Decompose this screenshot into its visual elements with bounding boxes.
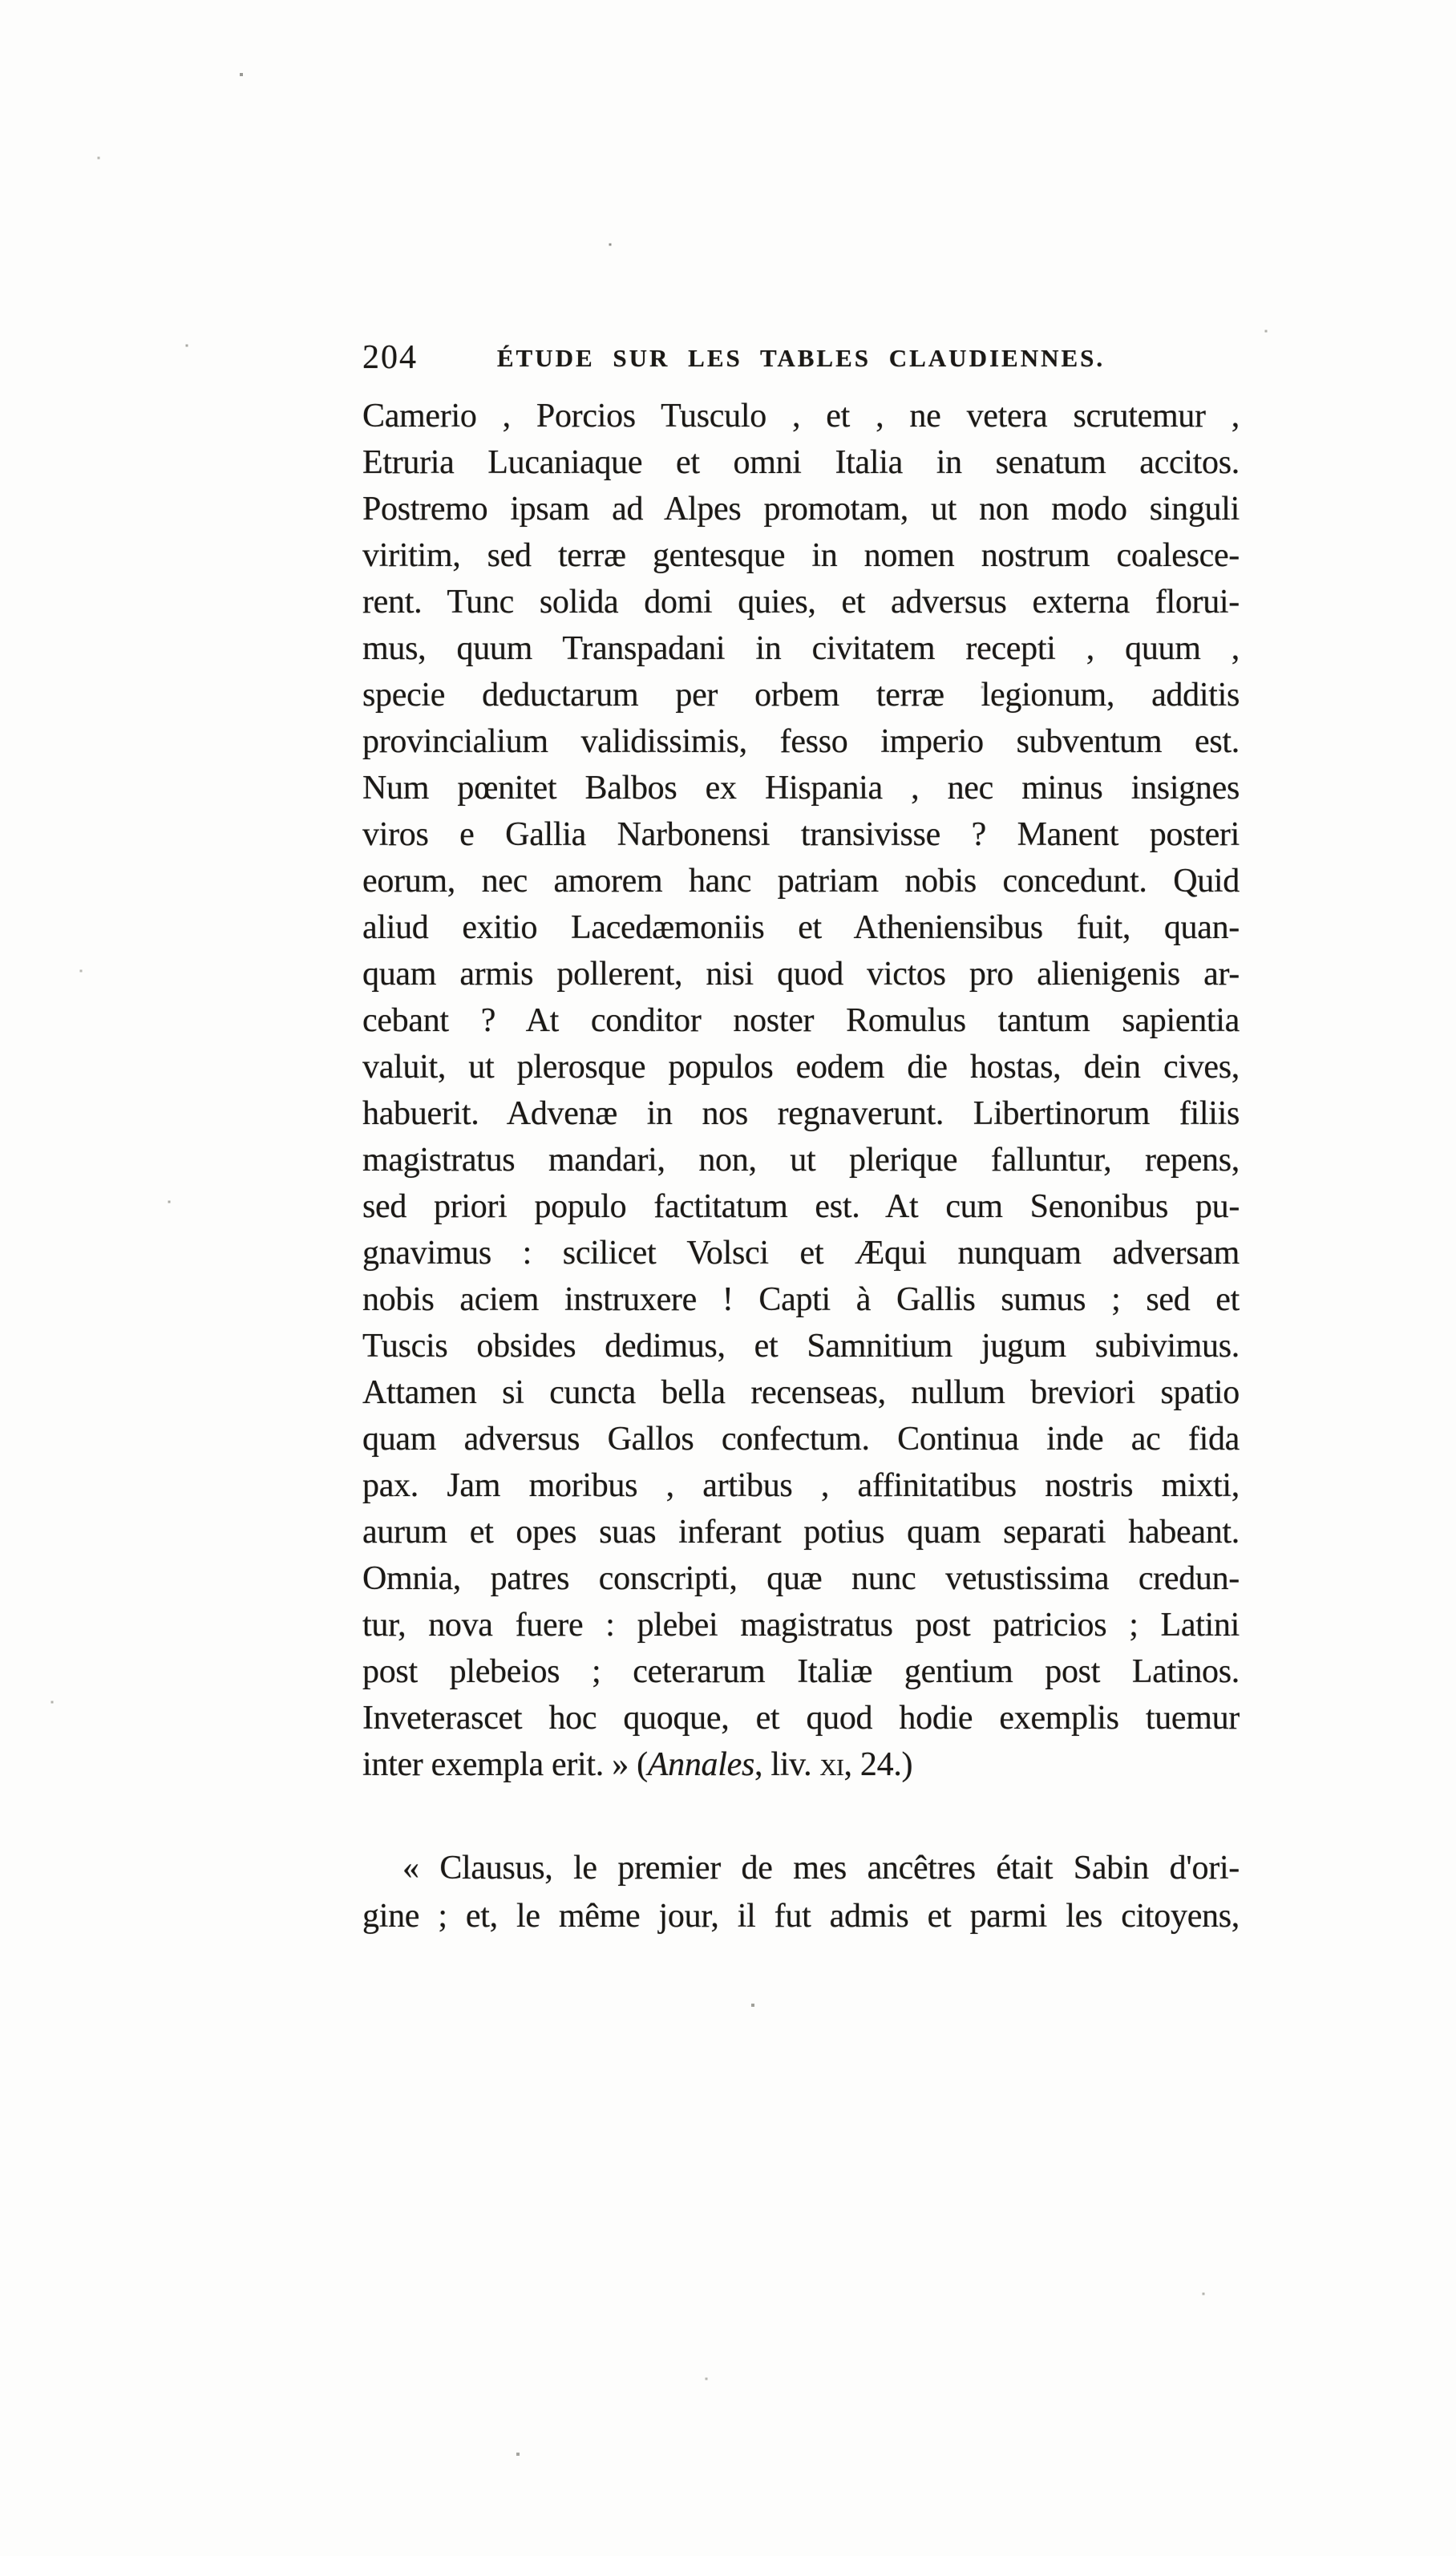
- french-paragraph-line: gine ; et, le même jour, il fut admis et parmi les citoyens,: [362, 1898, 1240, 1935]
- latin-quote-line: Inveterascet hoc quoque, et quod hodie exemplis tuemur: [362, 1700, 1240, 1737]
- page-header: [362, 338, 1240, 380]
- latin-quote-line: pax. Jam moribus , artibus , affinitatibus nostris mixti,: [362, 1467, 1240, 1504]
- latin-quote-line: viros e Gallia Narbonensi transivisse ? Manent posteri: [362, 816, 1240, 853]
- latin-quote-line: gnavimus : scilicet Volsci et Æqui nunquam adversam: [362, 1235, 1240, 1272]
- book-numeral: xi: [819, 1746, 844, 1783]
- latin-quote-line: Tuscis obsides dedimus, et Samnitium jugum subivimus.: [362, 1328, 1240, 1365]
- latin-quote-line: Etruria Lucaniaque et omni Italia in senatum accitos.: [362, 444, 1240, 481]
- latin-quote-closing-line: [362, 1741, 1240, 1788]
- latin-quote-line: specie deductarum per orbem terræ legionum, additis: [362, 677, 1240, 714]
- latin-quote-line: aliud exitio Lacedæmoniis et Atheniensibus fuit, quan-: [362, 909, 1240, 946]
- latin-quote-line: cebant ? At conditor noster Romulus tantum sapientia: [362, 1002, 1240, 1039]
- latin-quote-line: Postremo ipsam ad Alpes promotam, ut non modo singuli: [362, 491, 1240, 528]
- latin-quote-line: tur, nova fuere : plebei magistratus post patricios ; Latini: [362, 1607, 1240, 1644]
- closing-text-middle: , liv.: [754, 1746, 820, 1783]
- scan-noise-specks: [0, 0, 2, 2]
- text-block: [362, 393, 1240, 1940]
- latin-quote-line: aurum et opes suas inferant potius quam separati habeant.: [362, 1514, 1240, 1551]
- latin-quote-line: eorum, nec amorem hanc patriam nobis concedunt. Quid: [362, 863, 1240, 900]
- latin-quote-paragraph: [362, 393, 1240, 1741]
- latin-quote-line: Omnia, patres conscripti, quæ nunc vetustissima credun-: [362, 1560, 1240, 1597]
- latin-quote-line: rent. Tunc solida domi quies, et adversus externa florui-: [362, 584, 1240, 621]
- latin-quote-line: Num pœnitet Balbos ex Hispania , nec minus insignes: [362, 770, 1240, 807]
- latin-quote-line: sed priori populo factitatum est. At cum Senonibus pu-: [362, 1188, 1240, 1225]
- latin-quote-line: provincialium validissimis, fesso imperio subventum est.: [362, 723, 1240, 760]
- closing-text-after: , 24.): [843, 1746, 913, 1783]
- page-number: 204: [362, 339, 418, 376]
- latin-quote-line: valuit, ut plerosque populos eodem die hostas, dein cives,: [362, 1049, 1240, 1086]
- latin-quote-line: nobis aciem instruxere ! Capti à Gallis sumus ; sed et: [362, 1281, 1240, 1318]
- latin-quote-line: quam adversus Gallos confectum. Continua inde ac fida: [362, 1421, 1240, 1458]
- french-paragraph: [362, 1844, 1240, 1940]
- latin-quote-line: viritim, sed terræ gentesque in nomen nostrum coalesce-: [362, 537, 1240, 574]
- latin-quote-line: mus, quum Transpadani in civitatem recepti , quum ,: [362, 630, 1240, 667]
- latin-quote-line: post plebeios ; ceterarum Italiæ gentium post Latinos.: [362, 1653, 1240, 1690]
- latin-quote-line: magistratus mandari, non, ut plerique falluntur, repens,: [362, 1142, 1240, 1179]
- latin-quote-line: habuerit. Advenæ in nos regnaverunt. Libertinorum filiis: [362, 1095, 1240, 1132]
- running-title: ÉTUDE SUR LES TABLES CLAUDIENNES.: [496, 344, 1106, 372]
- latin-quote-line: Attamen si cuncta bella recenseas, nullum breviori spatio: [362, 1374, 1240, 1411]
- work-title: Annales: [647, 1746, 754, 1783]
- closing-text-before: inter exempla erit. » (: [362, 1746, 648, 1783]
- latin-quote-line: quam armis pollerent, nisi quod victos pro alienigenis ar-: [362, 956, 1240, 993]
- latin-quote-line: Camerio , Porcios Tusculo , et , ne vetera scrutemur ,: [362, 398, 1240, 435]
- french-paragraph-line: « Clausus, le premier de mes ancêtres était Sabin d'ori-: [402, 1850, 1240, 1887]
